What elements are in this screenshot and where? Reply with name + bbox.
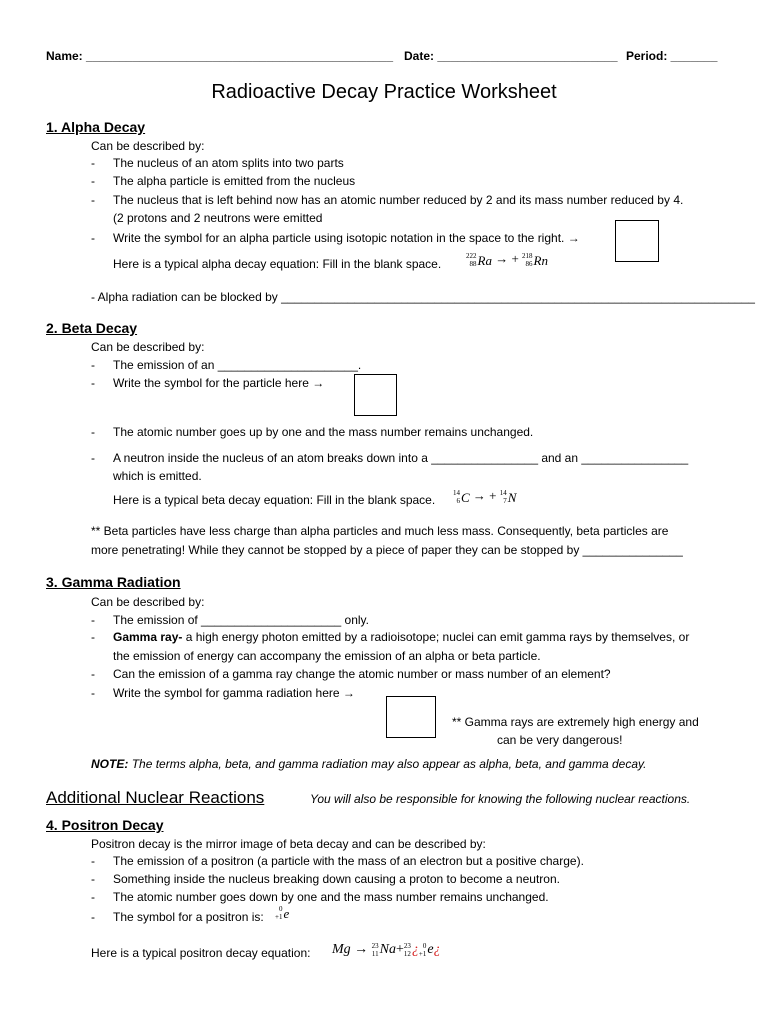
positron-bullet-2: Something inside the nucleus breaking down causing a proton to become a neutron. bbox=[113, 872, 560, 886]
trailing-glyph: ¿ bbox=[433, 942, 441, 958]
atomic-number: 7 bbox=[503, 497, 507, 506]
beta-bullet-4-cont: which is emitted. bbox=[113, 469, 202, 483]
gamma-bullet-2-cont: the emission of energy can accompany the emission of an alpha or beta particle. bbox=[113, 649, 541, 663]
bullet: - bbox=[91, 174, 95, 188]
gamma-ray-term: Gamma ray- bbox=[113, 630, 183, 644]
positron-nuclide bbox=[275, 905, 289, 921]
alpha-heading: 1. Alpha Decay bbox=[46, 119, 146, 135]
mass-number: 218 bbox=[522, 252, 533, 261]
positron-bullet-3: The atomic number goes down by one and the mass number remains unchanged. bbox=[113, 890, 549, 904]
bullet: - bbox=[91, 613, 95, 627]
element-symbol: N bbox=[507, 489, 517, 505]
radon-nuclide bbox=[522, 252, 548, 268]
period-field: Period: _______ bbox=[626, 49, 718, 63]
atomic-number: +1 bbox=[418, 950, 427, 958]
alpha-bullet-4: Write the symbol for an alpha particle using isotopic notation in the space to the right. → bbox=[113, 231, 580, 245]
bullet: - bbox=[91, 193, 95, 207]
beta-intro: Can be described by: bbox=[91, 340, 205, 354]
atomic-number: 6 bbox=[456, 497, 460, 506]
beta-heading: 2. Beta Decay bbox=[46, 320, 138, 336]
beta-note-line-1: ** Beta particles have less charge than alpha particles and much less mass. Consequently, beta particles are bbox=[91, 524, 669, 538]
positron-bullet-1: The emission of a positron (a particle with the mass of an electron but a positive charge). bbox=[113, 854, 584, 868]
gamma-bullet-3: Can the emission of a gamma ray change the atomic number or mass number of an element? bbox=[113, 667, 611, 681]
bullet: - bbox=[91, 667, 95, 681]
nitrogen-nuclide bbox=[500, 489, 517, 505]
element-symbol: ¿ bbox=[411, 942, 419, 957]
gamma-heading: 3. Gamma Radiation bbox=[46, 574, 181, 590]
element-symbol: C bbox=[461, 489, 470, 505]
bullet: - bbox=[91, 376, 95, 390]
bullet: - bbox=[91, 451, 95, 465]
bullet: - bbox=[91, 156, 95, 170]
arrow: → + bbox=[472, 488, 497, 503]
gamma-bullet-2 bbox=[113, 631, 689, 643]
bullet: - bbox=[91, 854, 95, 868]
alpha-bullet-2: The alpha particle is emitted from the nucleus bbox=[113, 174, 356, 188]
alpha-equation-label: Here is a typical alpha decay equation: Fill in the blank space. bbox=[113, 257, 442, 271]
mass-number: 0 bbox=[278, 905, 283, 914]
additional-reactions-heading: Additional Nuclear Reactions bbox=[46, 788, 265, 807]
beta-bullet-2: Write the symbol for the particle here → bbox=[113, 376, 325, 390]
element-symbol: e bbox=[283, 905, 290, 921]
worksheet-title: Radioactive Decay Practice Worksheet bbox=[211, 81, 557, 103]
note-label: NOTE: bbox=[91, 757, 129, 771]
bullet: - bbox=[91, 630, 95, 644]
element-symbol: Na bbox=[379, 942, 397, 957]
mass-number: 0 bbox=[422, 942, 427, 950]
decay-terms-note bbox=[91, 758, 646, 770]
beta-bullet-4: A neutron inside the nucleus of an atom breaks down into a ________________ and an ________________ bbox=[113, 451, 689, 465]
positron-heading: 4. Positron Decay bbox=[46, 817, 164, 833]
beta-bullet-1: The emission of an _____________________. bbox=[113, 358, 362, 372]
bullet: - bbox=[91, 358, 95, 372]
date-field: Date: ___________________________ bbox=[404, 49, 618, 63]
beta-bullet-3: The atomic number goes up by one and the mass number remains unchanged. bbox=[113, 425, 534, 439]
bullet: - bbox=[91, 872, 95, 886]
magnesium-term: Mg → bbox=[332, 942, 369, 958]
atomic-number: 12 bbox=[403, 950, 411, 958]
gamma-note-line-1: ** Gamma rays are extremely high energy and bbox=[452, 715, 699, 729]
sodium-nuclide bbox=[372, 942, 396, 958]
alpha-bullet-3: The nucleus that is left behind now has an atomic number reduced by 2 and its mass number reduced by 4. bbox=[113, 193, 684, 207]
gamma-ray-definition: a high energy photon emitted by a radioisotope; nuclei can emit gamma rays by themselves, or bbox=[185, 630, 690, 644]
blank-nuclide bbox=[404, 942, 419, 958]
positron-product bbox=[419, 942, 434, 958]
bullet: - bbox=[91, 890, 95, 904]
element-symbol: e bbox=[427, 942, 434, 957]
note-text: The terms alpha, beta, and gamma radiation may also appear as alpha, beta, and gamma decay. bbox=[131, 757, 647, 771]
atomic-number: 88 bbox=[469, 260, 477, 269]
arrow: → + bbox=[495, 251, 519, 266]
positron-equation bbox=[332, 942, 441, 958]
mass-number: 14 bbox=[499, 489, 507, 498]
positron-equation-label: Here is a typical positron decay equation: bbox=[91, 946, 311, 960]
carbon-nuclide bbox=[453, 489, 470, 505]
beta-equation bbox=[453, 489, 516, 505]
additional-reactions-subtext: You will also be responsible for knowing the following nuclear reactions. bbox=[310, 792, 691, 806]
positron-bullet-4: The symbol for a positron is: bbox=[113, 910, 264, 924]
alpha-intro: Can be described by: bbox=[91, 139, 205, 153]
atomic-number: 11 bbox=[371, 950, 379, 958]
mass-number: 23 bbox=[403, 942, 411, 950]
mass-number: 222 bbox=[466, 252, 477, 261]
gamma-bullet-4: Write the symbol for gamma radiation here → bbox=[113, 686, 355, 700]
element-symbol: Ra bbox=[477, 252, 492, 268]
beta-equation-label: Here is a typical beta decay equation: Fill in the blank space. bbox=[113, 493, 436, 507]
gamma-note-line-2: can be very dangerous! bbox=[497, 733, 623, 747]
plus-sign: + bbox=[396, 942, 404, 958]
bullet: - bbox=[91, 686, 95, 700]
radium-nuclide bbox=[466, 252, 492, 268]
mass-number: 14 bbox=[453, 489, 460, 498]
alpha-bullet-3-cont: (2 protons and 2 neutrons were emitted bbox=[113, 211, 323, 225]
beta-note-line-2: more penetrating! While they cannot be stopped by a piece of paper they can be stopped by _______________ bbox=[91, 543, 683, 557]
alpha-symbol-answer-box[interactable] bbox=[615, 220, 659, 262]
gamma-intro: Can be described by: bbox=[91, 595, 205, 609]
beta-symbol-answer-box[interactable] bbox=[354, 374, 397, 416]
atomic-number: 86 bbox=[525, 260, 533, 269]
gamma-symbol-answer-box[interactable] bbox=[386, 696, 436, 738]
positron-symbol bbox=[275, 905, 289, 921]
bullet: - bbox=[91, 231, 95, 245]
alpha-equation bbox=[466, 252, 548, 268]
bullet: - bbox=[91, 425, 95, 439]
bullet: - bbox=[91, 910, 95, 924]
alpha-blocked-line: - Alpha radiation can be blocked by _______________________________________________________________________ bbox=[91, 290, 755, 304]
gamma-bullet-1: The emission of _____________________ only. bbox=[113, 613, 369, 627]
name-field: Name: ______________________________________________ bbox=[46, 49, 394, 63]
mass-number: 23 bbox=[371, 942, 379, 950]
atomic-number: +1 bbox=[275, 913, 283, 922]
alpha-bullet-1: The nucleus of an atom splits into two parts bbox=[113, 156, 344, 170]
element-symbol: Rn bbox=[533, 252, 548, 268]
positron-intro: Positron decay is the mirror image of beta decay and can be described by: bbox=[91, 837, 486, 851]
